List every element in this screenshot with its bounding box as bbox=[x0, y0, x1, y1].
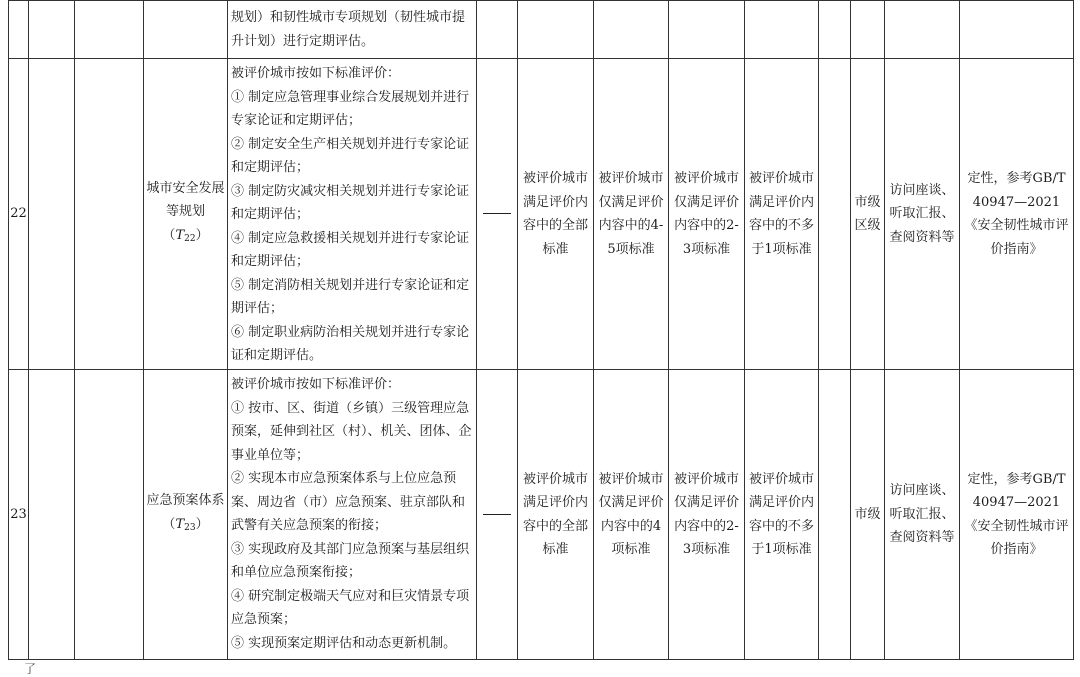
grade-cell: 被评价城市仅满足评价内容中的4项标准 bbox=[594, 370, 669, 660]
grade-cell bbox=[669, 1, 745, 59]
content-line: ③ 实现政府及其部门应急预案与基层组织和单位应急预案衔接； bbox=[231, 541, 470, 580]
note-cell bbox=[960, 1, 1074, 59]
indicator-name bbox=[144, 1, 228, 59]
content-line: ⑤ 实现预案定期评估和动态更新机制。 bbox=[231, 635, 457, 651]
indicator-name: 城市安全发展等规划$(T_{22})$ bbox=[144, 59, 228, 370]
empty-cell bbox=[477, 1, 518, 59]
grade-cell: 被评价城市满足评价内容中的不多于1项标准 bbox=[745, 370, 819, 660]
empty-cell bbox=[29, 59, 75, 370]
indicator-name: 应急预案体系$(T_{23})$ bbox=[144, 370, 228, 660]
empty-cell bbox=[819, 1, 851, 59]
content-line: ① 制定应急管理事业综合发展规划并进行专家论证和定期评估； bbox=[231, 89, 470, 128]
method-cell bbox=[885, 1, 960, 59]
content-line: 规划）和韧性城市专项规划（韧性城市提升计划）进行定期评估。 bbox=[231, 10, 466, 49]
content-line: ④ 制定应急救援相关规划并进行专家论证和定期评估； bbox=[231, 230, 470, 269]
grade-cell bbox=[594, 1, 669, 59]
content-line: 被评价城市按如下标准评价： bbox=[231, 66, 401, 81]
empty-cell bbox=[75, 59, 144, 370]
table-row bbox=[9, 1, 1074, 59]
grade-cell bbox=[518, 1, 594, 59]
dash-cell bbox=[477, 59, 518, 370]
content-line: ② 实现本市应急预案体系与上位应急预案、周边省（市）应急预案、驻京部队和武警有关应急预案的衔接； bbox=[231, 471, 466, 533]
table-row bbox=[9, 370, 1074, 660]
note-cell: 定性，参考GB/T 40947—2021《安全韧性城市评价指南》 bbox=[960, 59, 1074, 370]
empty-cell bbox=[29, 370, 75, 660]
row-number: 22 bbox=[9, 59, 29, 370]
empty-cell bbox=[819, 370, 851, 660]
row-number: 23 bbox=[9, 370, 29, 660]
dash-line bbox=[483, 213, 511, 214]
level-cell bbox=[851, 1, 885, 59]
grade-cell: 被评价城市仅满足评价内容中的2-3项标准 bbox=[669, 370, 745, 660]
content-line: ④ 研究制定极端天气应对和巨灾情景专项应急预案； bbox=[231, 588, 470, 627]
grade-cell: 被评价城市满足评价内容中的全部标准 bbox=[518, 59, 594, 370]
note-cell: 定性，参考GB/T 40947—2021《安全韧性城市评价指南》 bbox=[960, 370, 1074, 660]
empty-cell bbox=[75, 370, 144, 660]
empty-cell bbox=[75, 1, 144, 59]
level-cell: 市级区级 bbox=[851, 59, 885, 370]
table-row bbox=[9, 59, 1074, 370]
empty-cell bbox=[819, 59, 851, 370]
grade-cell: 被评价城市满足评价内容中的全部标准 bbox=[518, 370, 594, 660]
level-cell: 市级 bbox=[851, 370, 885, 660]
method-cell: 访问座谈、听取汇报、查阅资料等 bbox=[885, 370, 960, 660]
content-line: ② 制定安全生产相关规划并进行专家论证和定期评估； bbox=[231, 136, 470, 175]
dash-cell bbox=[477, 370, 518, 660]
content-line: ③ 制定防灾减灾相关规划并进行专家论证和定期评估； bbox=[231, 183, 470, 222]
content-line: 被评价城市按如下标准评价： bbox=[231, 377, 401, 392]
content-line: ① 按市、区、街道（乡镇）三级管理应急预案，延伸到社区（村）、机关、团体、企事业单位等； bbox=[231, 400, 472, 463]
method-cell: 访问座谈、听取汇报、查阅资料等 bbox=[885, 59, 960, 370]
grade-cell: 被评价城市仅满足评价内容中的4-5项标准 bbox=[594, 59, 669, 370]
grade-cell: 被评价城市满足评价内容中的不多于1项标准 bbox=[745, 59, 819, 370]
grade-cell: 被评价城市仅满足评价内容中的2-3项标准 bbox=[669, 59, 745, 370]
evaluation-content bbox=[228, 59, 477, 370]
empty-cell bbox=[29, 1, 75, 59]
row-number bbox=[9, 1, 29, 59]
grade-cell bbox=[745, 1, 819, 59]
evaluation-content bbox=[228, 1, 477, 59]
content-line: ⑥ 制定职业病防治相关规划并进行专家论证和定期评估。 bbox=[231, 324, 470, 363]
dash-line bbox=[483, 514, 511, 515]
evaluation-table bbox=[8, 0, 1074, 660]
content-line: ⑤ 制定消防相关规划并进行专家论证和定期评估； bbox=[231, 277, 470, 316]
evaluation-content bbox=[228, 370, 477, 660]
footer-mark: 了 bbox=[24, 662, 37, 676]
